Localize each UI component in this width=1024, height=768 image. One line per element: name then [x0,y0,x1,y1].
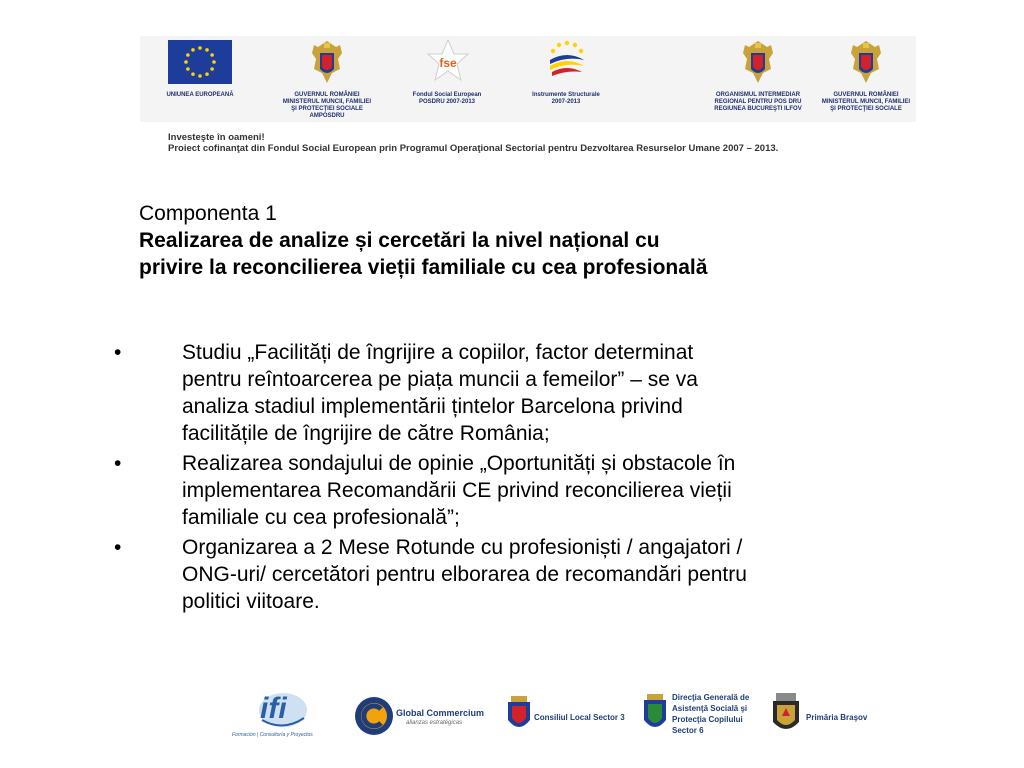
is-swirl-icon [542,36,592,86]
eu-star-icon [198,74,202,78]
investeste-in-oameni-text [168,132,778,154]
gov-ms-logo [816,36,916,122]
list-item: • Studiu „Facilități de îngrijire a copiilor, factor determinat pentru reîntoarcerea pe piața muncii a femeilor” – se va analiza stadiul implementării țintelor Barcelona privind facilitățile de îngrijire de către România; [114,341,698,445]
bullet-dot: • [114,536,122,559]
component-heading [139,200,939,281]
fse-caption: Fondul Social European POSDRU 2007-2013 [412,92,482,105]
eu-star-icon [205,72,209,76]
fse-star-icon [426,38,470,86]
gc-tagline: alianzas estratégicas [406,720,463,726]
eu-star-icon [210,67,214,71]
sector3-crest-icon [506,694,532,734]
bullet-dot: • [114,341,122,364]
gc-name: Global Commercium [396,708,485,718]
dgaspc-logo [640,690,760,746]
brasov-crest-icon [770,692,802,736]
activity-bullet-list [110,339,960,618]
component-label: Componenta 1 [139,202,277,225]
eu-star-icon [186,67,190,71]
bottom-partner-logos [228,690,878,746]
eu-logo-caption: UNIUNEA EUROPEANĂ [166,92,234,98]
dgaspc-label: Direcţia Generală de Asistenţă Socială şi Protecţia Copilului Sector 6 [672,693,750,735]
ifi-tagline: Formación | Consultoría y Proyectos [232,732,313,738]
eu-star-icon [212,60,216,64]
eu-star-icon [186,53,190,57]
eu-star-icon [198,46,202,50]
global-commercium-logo [354,690,490,746]
romania-crest-icon [849,39,883,85]
is-caption: Instrumente Structurale 2007-2013 [532,92,600,105]
brasov-label: Primăria Braşov [806,713,868,722]
brasov-logo [768,690,878,746]
romania-crest-icon [741,39,775,85]
fse-mark-text: fse [439,56,457,70]
gc-circle-icon [354,696,394,736]
oi-caption: ORGANISMUL INTERMEDIAR REGIONAL PENTRU POS DRU REGIUNEA BUCUREŞTI ILFOV [714,92,802,112]
oi-logo [704,36,812,122]
eu-star-icon [184,60,188,64]
bullet-dot: • [114,452,122,475]
list-item: • Realizarea sondajului de opinie „Oportunități și obstacole în implementarea Recomandării CE privind reconcilierea vieții familiale cu cea profesională”; [114,452,736,529]
fse-logo [402,36,492,122]
gov-ms-caption: GUVERNUL ROMÂNIEI MINISTERUL MUNCII, FAMILIEI ŞI PROTECŢIEI SOCIALE [821,92,911,112]
is-logo [516,36,616,122]
sector6-crest-icon [642,692,668,734]
gov-ampo-caption: GUVERNUL ROMÂNIEI MINISTERUL MUNCII, FAMILIEI ŞI PROTECŢIEI SOCIALE AMPOSDRU [282,92,372,119]
eu-star-icon [191,48,195,52]
invest-slogan: Investeşte în oameni! [168,132,265,143]
partner-logo-strip [140,36,916,122]
eu-star-icon [205,48,209,52]
eu-star-icon [191,72,195,76]
eu-logo [140,36,260,122]
gov-ampo-logo [266,36,388,122]
sector3-logo [502,690,632,746]
romania-crest-icon [310,39,344,85]
eu-star-icon [210,53,214,57]
ifi-logo [228,690,340,746]
ifi-wordmark: ifi [260,692,287,725]
invest-cofinance-note: Proiect cofinanţat din Fondul Social European prin Programul Operaţional Sectorial pentru Dezvoltarea Resurselor Umane 2007 – 2013. [168,143,779,154]
component-title: Realizarea de analize și cercetări la nivel național cu privire la reconcilierea vieții familiale cu cea profesională [139,229,708,279]
eu-flag-icon [168,40,232,84]
sector3-label: Consiliul Local Sector 3 [534,713,625,722]
list-item: • Organizarea a 2 Mese Rotunde cu profesioniști / angajatori / ONG-uri/ cercetători pentru elborarea de recomandări pentru politici viitoare. [114,536,747,613]
